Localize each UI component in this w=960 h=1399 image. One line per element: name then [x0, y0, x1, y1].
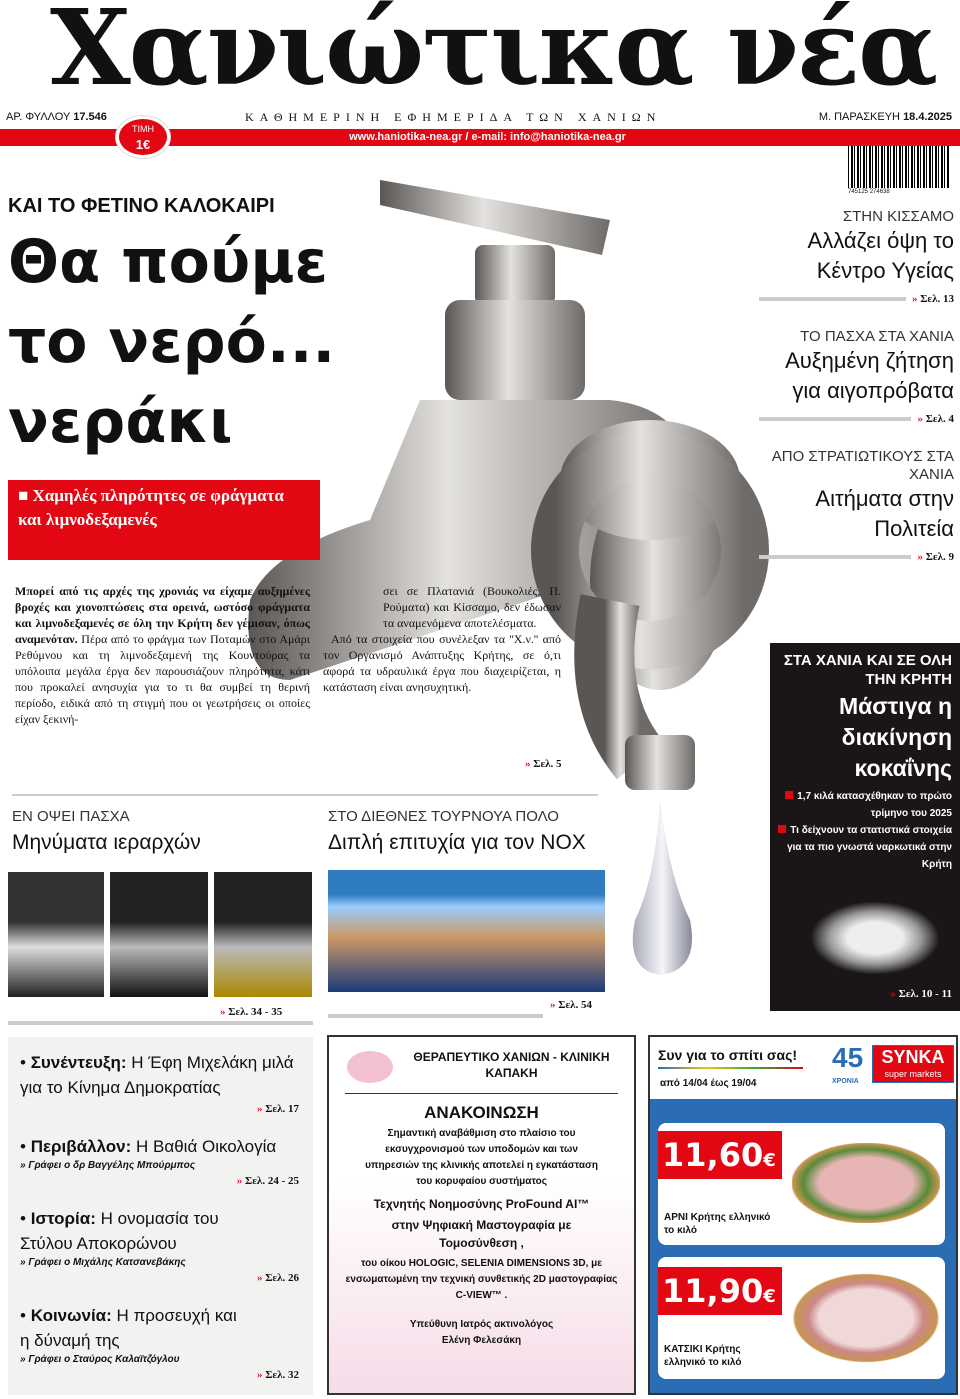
- lead-headline[interactable]: [8, 222, 335, 462]
- teaser-kicker: ΑΠΟ ΣΤΡΑΤΙΩΤΙΚΟΥΣ ΣΤΑ ΧΑΝΙΑ: [771, 448, 954, 483]
- page-link[interactable]: » Σελ. 54: [550, 999, 593, 1011]
- sidebar-teaser[interactable]: ΤΟ ΠΑΣΧΑ ΣΤΑ ΧΑΝΙΑ Αυξημένη ζήτηση για αιγοπρόβατα » Σελ. 4: [759, 328, 954, 426]
- ad-text: Υπεύθυνη Ιατρός ακτινολόγος: [409, 1319, 554, 1330]
- brief-title: Η προσευχή και η δύναμή της: [20, 1306, 237, 1350]
- brief-title: Η Έφη Μιχελάκη μιλά για το Κίνημα Δημοκρατίας: [20, 1053, 294, 1097]
- drugs-title: Μάστιγα η διακίνηση κοκαΐνης: [838, 693, 952, 781]
- lede-bold: Μπορεί από τις αρχές της χρονιάς να είχαμε αυξημένες βροχές και χιονοπτώσεις στα ορεινά, ωστόσο φράγματα και λιμνοδεξαμενές σε όλη την Κρήτη δεν γέμισαν, όπως αναμενόταν.: [15, 584, 310, 646]
- ad-text: Σημαντική αναβάθμιση στο πλαίσιο του εκσυγχρονισμού των υποδομών και των υπηρεσιών της κλινικής αποτελεί η εγκατάσταση του κορυφαίου συστήματος: [365, 1128, 598, 1187]
- tagline: ΚΑΘΗΜΕΡΙΝΗ ΕΦΗΜΕΡΙΔΑ ΤΩΝ ΧΑΝΙΩΝ: [245, 110, 662, 124]
- drugs-story[interactable]: ΣΤΑ ΧΑΝΙΑ ΚΑΙ ΣΕ ΟΛΗ ΤΗΝ ΚΡΗΤΗ Μάστιγα η διακίνηση κοκαΐνης 1,7 κιλά κατασχέθηκαν το πρώτο τρίμηνο του 2025 Τι δείχνουν τα στατιστικά στοιχεία για τα πιο γνωστά ναρκωτικά στην Κρήτη » Σελ. 10 - 11: [770, 643, 960, 1011]
- offer-product: ΚΑΤΣΙΚΙ Κρήτης ελληνικό το κιλό: [664, 1344, 742, 1368]
- teaser-kicker: ΤΟ ΠΑΣΧΑ ΣΤΑ ΧΑΝΙΑ: [800, 328, 954, 345]
- ad-text: στην Ψηφιακή Μαστογραφία με Τομοσύνθεση ,: [391, 1218, 572, 1250]
- page-ref: Σελ. 10 - 11: [898, 988, 952, 1000]
- lead-page-link[interactable]: » Σελ. 5: [525, 758, 562, 770]
- brief-author: » Γράφει ο δρ Βαγγέλης Μπούρμπος: [20, 1160, 196, 1171]
- issue-number: [6, 111, 107, 124]
- website-link[interactable]: www.haniotika-nea.gr / e-mail: info@haniotika-nea.gr: [349, 131, 626, 143]
- goat-photo: [792, 1273, 940, 1363]
- story-kicker: ΕΝ ΟΨΕΙ ΠΑΣΧΑ: [12, 808, 130, 825]
- story-title: Μηνύματα ιεραρχών: [12, 831, 201, 854]
- price-value: 1€: [135, 137, 151, 152]
- brief-author: » Γράφει ο Σταύρος Καλαϊτζόγλου: [20, 1354, 180, 1365]
- story-kicker: ΣΤΟ ΔΙΕΘΝΕΣ ΤΟΥΡΝΟΥΑ ΠΟΛΟ: [328, 808, 559, 825]
- page-ref: Σελ. 5: [533, 758, 562, 770]
- brief-item[interactable]: • Ιστορία: Η ονομασία του Στύλου Αποκορώνου » Γράφει ο Μιχάλης Κατσανεβάκης » Σελ. 26: [8, 1206, 313, 1285]
- page-ref: Σελ. 17: [265, 1103, 299, 1115]
- ad-text: του οίκου HOLOGIC, SELENIA DIMENSIONS 3D, με ενσωματωμένη την τεχνική συνθετικής 2D μαστογραφίας C-VIEW™ .: [345, 1258, 618, 1301]
- hierarch-photo: [110, 872, 208, 997]
- hierarch-photo: [8, 872, 104, 997]
- page-ref: Σελ. 9: [925, 551, 954, 563]
- team-photo: [328, 870, 605, 992]
- barcode-text: 745125 274638: [848, 189, 890, 195]
- offer-product: ΑΡΝΙ Κρήτης ελληνικό το κιλό: [664, 1212, 771, 1236]
- headline-line: το νερό...: [8, 307, 336, 377]
- currency: €: [763, 1150, 776, 1171]
- headline-line: νεράκι: [8, 387, 233, 457]
- story-title: Διπλή επιτυχία για τον ΝΟΧ: [328, 831, 586, 854]
- price-label: ΤΙΜΗ: [132, 124, 154, 134]
- ad-text: Ελένη Φελεσάκη: [441, 1335, 522, 1346]
- hierarch-photo: [214, 872, 312, 997]
- cocaine-photo: [810, 901, 940, 975]
- page-ref: Σελ. 34 - 35: [228, 1006, 283, 1018]
- ad-text: Τεχνητής Νοημοσύνης ProFound AI™: [373, 1197, 590, 1211]
- logo-years: 45: [832, 1042, 864, 1073]
- page-ref: Σελ. 26: [265, 1272, 299, 1284]
- drugs-bullet: 1,7 κιλά κατασχέθηκαν το πρώτο τρίμηνο του 2025: [797, 791, 952, 819]
- issue-date: [819, 111, 952, 124]
- teaser-kicker: ΣΤΗΝ ΚΙΣΣΑΜΟ: [842, 208, 954, 225]
- masthead-title: Χανιώτικα νέα: [50, 0, 937, 109]
- teaser-title: Αλλάζει όψη το Κέντρο Υγείας: [807, 228, 954, 283]
- page-ref: Σελ. 32: [265, 1369, 299, 1381]
- ad-dates: από 14/04 έως 19/04: [660, 1078, 757, 1089]
- clinic-ad[interactable]: [327, 1035, 636, 1395]
- brief-item[interactable]: • Συνέντευξη: Η Έφη Μιχελάκη μιλά για το Κίνημα Δημοκρατίας » Σελ. 17: [20, 1053, 299, 1115]
- sidebar-teaser[interactable]: ΣΤΗΝ ΚΙΣΣΑΜΟ Αλλάζει όψη το Κέντρο Υγείας » Σελ. 13: [759, 208, 954, 306]
- brief-label: Κοινωνία:: [30, 1306, 112, 1325]
- col2-text: σει σε Πλατανιά (Βουκολιές, Π. Ρούματα) και Κίσσαμο, δεν έδωσαν τα αναμενόμενα αποτελέσματα.: [383, 584, 561, 630]
- brief-label: Περιβάλλον:: [30, 1137, 132, 1156]
- page-ref: Σελ. 4: [925, 413, 954, 425]
- lead-subhead: ■ Χαμηλές πληρότητες σε φράγματα και λιμνοδεξαμενές: [8, 480, 320, 560]
- brief-author: » Γράφει ο Μιχάλης Κατσανεβάκης: [20, 1257, 186, 1268]
- offer-card[interactable]: [658, 1257, 945, 1379]
- brief-label: Συνέντευξη:: [30, 1053, 127, 1072]
- drugs-kicker: ΣΤΑ ΧΑΝΙΑ ΚΑΙ ΣΕ ΟΛΗ ΤΗΝ ΚΡΗΤΗ: [783, 652, 952, 688]
- sidebar-teaser[interactable]: ΑΠΟ ΣΤΡΑΤΙΩΤΙΚΟΥΣ ΣΤΑ ΧΑΝΙΑ Αιτήματα στην Πολιτεία » Σελ. 9: [759, 448, 954, 564]
- day: Μ. ΠΑΡΑΣΚΕΥΗ: [818, 111, 900, 123]
- clinic-logo: [347, 1051, 393, 1083]
- brief-item[interactable]: • Περιβάλλον: Η Βαθιά Οικολογία » Γράφει ο δρ Βαγγέλης Μπούρμπος » Σελ. 24 - 25: [8, 1134, 313, 1188]
- drugs-bullet: Τι δείχνουν τα στατιστικά στοιχεία για τα πιο γνωστά ναρκωτικά στην Κρήτη: [787, 825, 952, 870]
- sidebar-column: [759, 208, 954, 586]
- page-link[interactable]: » Σελ. 34 - 35: [220, 1006, 283, 1018]
- currency: €: [763, 1286, 776, 1307]
- offer-card[interactable]: [658, 1123, 945, 1245]
- offer-price: 11,90: [662, 1272, 764, 1310]
- lede-text: Πέρα από το φράγμα των Ποταμών στο Αμάρι Ρεθύμνου και τη λιμνοδεξαμενή της Κουντούρας τα υπόλοιπα μεγάλα έργα δεν παρουσιάζουν πληρότητα, κάτι που προκαλεί ανησυχία για το τι θα συμβεί τη θερινή περίοδο, ειδικά από τη στιγμή που οι γεωτρήσεις οι οποίες είχαν ξεκινή-: [15, 632, 310, 726]
- teaser-title: Αιτήματα στην Πολιτεία: [815, 486, 954, 541]
- ad-slogan: Συν για το σπίτι σας!: [658, 1047, 798, 1063]
- brief-title: Η Βαθιά Οικολογία: [136, 1137, 277, 1156]
- page-ref: Σελ. 54: [558, 999, 593, 1011]
- col2-text-b: Από τα στοιχεία που συνέλεξαν τα ''Χ.ν.'' από τον Οργανισμό Ανάπτυξης Κρήτης, σε ό,τι αφορά τα υδραυλικά έργα που διαχειρίζεται, η κατάσταση είναι ανησυχητική.: [323, 632, 561, 694]
- lead-body-col2: [323, 583, 561, 695]
- brief-title: Η ονομασία του Στύλου Αποκορώνου: [20, 1209, 219, 1253]
- brief-item[interactable]: • Κοινωνία: Η προσευχή και η δύναμή της » Γράφει ο Σταύρος Καλαϊτζόγλου » Σελ. 32: [8, 1303, 313, 1382]
- logo-years-label: ΧΡΟΝΙΑ: [832, 1078, 859, 1085]
- page-ref: Σελ. 24 - 25: [245, 1175, 299, 1187]
- clinic-name: ΘΕΡΑΠΕΥΤΙΚΟ ΧΑΝΙΩΝ - ΚΛΙΝΙΚΗ ΚΑΠΑΚΗ: [413, 1050, 610, 1080]
- logo-text: SYNKA: [881, 1047, 945, 1067]
- logo-sub: super markets: [884, 1069, 942, 1079]
- story-hierarchs[interactable]: [12, 808, 201, 856]
- price-badge: [116, 116, 170, 158]
- story-polo[interactable]: [328, 808, 586, 856]
- lead-body-col1: [15, 583, 310, 727]
- briefs-panel: [8, 1037, 313, 1395]
- bullet-icon: [778, 825, 786, 833]
- offer-price: 11,60: [662, 1136, 764, 1174]
- barcode: [848, 146, 950, 188]
- supermarket-ad[interactable]: [648, 1035, 958, 1395]
- bullet-icon: [785, 791, 793, 799]
- lead-kicker: ΚΑΙ ΤΟ ΦΕΤΙΝΟ ΚΑΛΟΚΑΙΡΙ: [8, 195, 275, 217]
- synka-logo: [872, 1045, 954, 1083]
- issue-label: ΑΡ. ΦΥΛΛΟΥ: [6, 111, 71, 123]
- brief-label: Ιστορία:: [30, 1209, 96, 1228]
- ad-heading: ΑΝΑΚΟΙΝΩΣΗ: [424, 1103, 539, 1122]
- teaser-title: Αυξημένη ζήτηση για αιγοπρόβατα: [785, 348, 954, 403]
- page-ref: Σελ. 13: [920, 293, 954, 305]
- issue-value: 17.546: [73, 111, 107, 123]
- headline-line: Θα πούμε: [8, 227, 328, 297]
- date: 18.4.2025: [903, 111, 952, 123]
- lamb-photo: [792, 1143, 940, 1223]
